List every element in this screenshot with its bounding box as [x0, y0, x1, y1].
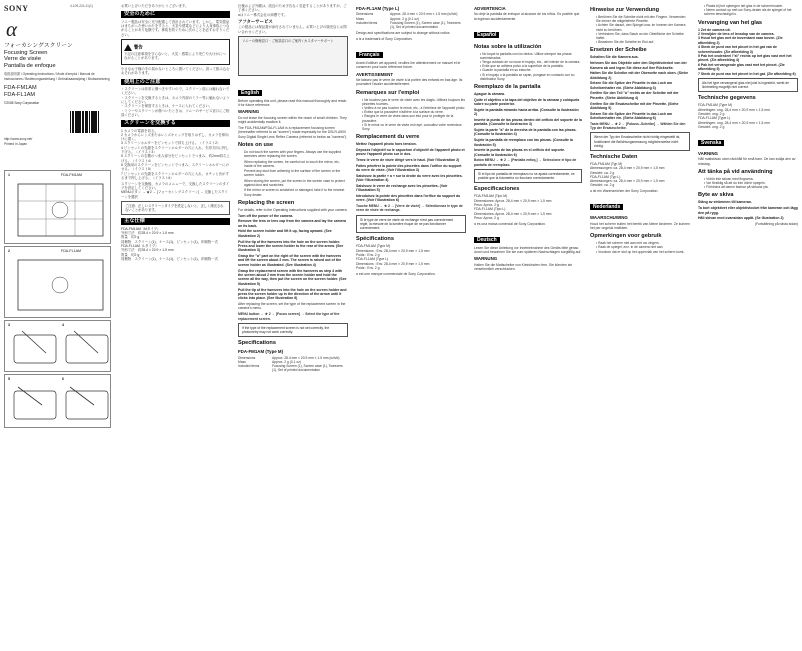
de-spec-heading: Technische Daten: [590, 153, 638, 160]
spec-key: Included items: [356, 20, 378, 25]
fr-replace-heading: Remplacement du verre: [356, 134, 420, 141]
ja-menu-text: スクリーンを交換後、カメラのメニューで、交換したスクリーンのタイプを設定してください。 MENUボタン → ★2 → [フォーカシングスクリーン] → 交換したスクリーンを選択: [121, 181, 230, 199]
es-adv-heading: ADVERTENCIA: [474, 6, 506, 11]
spec-key: Dimensions: [238, 355, 256, 360]
ja-trademark: 仕様および外観は、改良のため予告なく変更することがありますが、ご了承ください。 αはソニー株式会社の商標です。: [238, 4, 347, 17]
de-menu-path: Taste MENU → ★ 2 → [Fokuss.-Scheibe] → Wählen Sie den Typ der Ersatzscheibe.: [590, 121, 686, 131]
en-warning-text: Do not leave the focusing screen within the reach of small children. They might accidentally swallow it.: [238, 115, 347, 125]
english-column: [234, 0, 352, 651]
title-es: Pantalla de enfoque: [4, 62, 56, 69]
nl-warn-text: Houd het scherm buiten het bereik van kleine kinderen. Ze kunnen het per ongeluk inslikken.: [590, 221, 690, 230]
ja-intro: お買い上げいただきありがとうございます。: [121, 4, 189, 8]
en-spec-m-row-3: [238, 364, 348, 372]
part-number: 4-109-224-11(1): [70, 4, 93, 8]
spec-value: Approx. 2 g (0.1 oz): [272, 359, 301, 364]
de-step-5: Greifen Sie den Teil "a" rechts an der Scheibe mit der Pinzette. (Siehe Abbildung 4): [590, 91, 679, 100]
en-spec-l-row-3: [356, 21, 466, 29]
en-design-note: Design and specifications are subject to change without notice.: [356, 31, 451, 36]
fr-step-5: Saisissez la partie « a » sur la droite du verre avec les pincettes. (Voir l'illustration 4): [356, 173, 463, 183]
de-step-4: Setzen Sie die Spitze der Pinzette in das Loch am Scheibenhalter ein. (Siehe Abbildung 3): [590, 81, 673, 90]
ja-warning-text: 下記の注意事項を守らないと、火災・感電により死亡や大けがにつながることがあります。: [124, 51, 226, 61]
printed-in: Printed in Japan: [4, 141, 28, 146]
figure-fm1am: [4, 170, 111, 244]
es-step-4: Inserte la punta de las pinzas dentro del orificio del soporte de la pantalla. (Consulte la ilustración 3): [474, 117, 582, 127]
title-ja: フォーカシングスクリーン: [4, 43, 73, 49]
fr-step-3: Tenez le verre de visée dirigé vers le haut. (Voir l'illustration 2): [356, 158, 460, 163]
ja-heading-notes: 使用上のご注意: [121, 79, 230, 85]
es-step-5: Sujete la parte "a" de la derecha de la pantalla con las pinzas. (Consulte la ilustración 4): [474, 128, 577, 137]
sony-url: http://www.sony.net/: [4, 137, 33, 142]
ja-heading-spec: 主な仕様: [121, 218, 230, 224]
fr-step-1: Mettez l'appareil photo hors tension.: [356, 142, 417, 147]
figure-number-1: 1: [8, 172, 10, 177]
nl-notes-heading: Opmerkingen voor gebruik: [590, 233, 662, 240]
fr-notes-text: • Ne touchez pas le verre de visée avec les doigts. Utilisez toujours les pincettes fournies. • Veillez à ne pas toucher le miroir, etc., à l'intérieur de l'appareil photo. • Évitez que la poussière n'adhère à la surface du verre. • Rangez le verre de visée dans son étui pour le protéger de la poussière. • Si le miroir ou le verre de visée est rayé, consultez votre revendeur Sony.: [362, 97, 466, 132]
en-note-3: Prevent any dust from adhering to the surface of the screen or the screen holder.: [244, 169, 341, 178]
en-note-box: If the type of the replacement screen is not set correctly, the photometry may not work correctly.: [238, 323, 348, 337]
en-step-6: Grasp the replacement screen with the tweezers as step 4 with the screen about 2 mm from the screen holder and hold the screen all the way, then put the screen on the screen holder. (See illustration 5): [238, 268, 347, 286]
french-column: [352, 0, 470, 651]
figure-number-5: 5: [8, 376, 10, 381]
sv-footer: (Fortsättning på nästa sidan): [754, 221, 798, 226]
ja-heading-replace: スクリーンを交換する: [121, 120, 230, 126]
ja-service-text: この製品には保証書が添付されていません。お買い上げの販売店にお問い合わせください。: [238, 25, 347, 34]
es-replace-heading: Reemplazo de la pantalla: [474, 84, 541, 91]
fr-step-7: Introduisez la pointe des pincettes dans l'orifice du support du verre. (Voir l'illustration 6): [356, 194, 461, 203]
de-lang-tab: Deutsch: [474, 237, 500, 243]
es-spec-text: FDA-FM1AM (Tipo M) Dimensiones: Aprox. 28,4 mm × 20,9 mm × 1,5 mm Peso: Aprox. 2 g FDA-FL1AM (Tipo L) Dimensiones: Aprox. 28,4 mm × 20,9 mm × 1,5 mm Peso: Aprox. 2 g: [474, 194, 552, 220]
es-trademark: α es una marca comercial de Sony Corporation.: [474, 221, 546, 226]
screen-grid-illustration: [8, 180, 113, 240]
de-step-1: Schalten Sie die Kamera aus.: [590, 55, 639, 60]
figure-label-fm1am: FDA-FM1AM: [61, 172, 82, 177]
spec-value: Approx. 2 g (0.1 oz): [390, 16, 419, 21]
figure-number-2: 2: [8, 248, 10, 253]
spanish-column: [470, 0, 586, 651]
de-step-7: Setzen Sie die Spitze der Pinzette in das Loch am Scheibenhalter ein. (Siehe Abbildung 6): [590, 111, 673, 121]
nl-lang-tab: Nederlands: [590, 204, 623, 210]
de-warn-heading: WARNUNG: [474, 256, 498, 262]
de-intro: Lesen Sie diese Anleitung vor Inbetriebnahme des Geräts bitte genau durch und bewahren Sie sie zum späteren Nachschlagen sorgfältig auf.: [474, 245, 582, 254]
fr-trademark: α est une marque commerciale de Sony Corporation.: [356, 271, 436, 276]
screen-plain-illustration: [8, 256, 113, 314]
fr-note-box: Si le type de verre de visée de rechange n'est pas correctement réglé, la mesure de la lumière risque de ne pas fonctionner correctement.: [356, 215, 466, 234]
sv-step-2: Ta bort objektivet eller objektivlocket från kameran och lägg den på rygg.: [698, 206, 798, 215]
sv-step-3: Håll skivan med ovansidan uppåt. (Se illustration 2): [698, 216, 784, 221]
model-2: FDA-FL1AM: [4, 91, 36, 98]
title-fr: Verre de visée: [4, 56, 42, 63]
ja-after-service: アフターサービス: [238, 18, 273, 24]
model-1: FDA-FM1AM: [4, 84, 37, 91]
ja-filler: ソニー製品は安全に充分配慮して設計されています。しかし、電気製品はまちがった使いかたをすると、火災や感電などにより人身事故につながることがあり危険です。事故を防ぐために次のことを必ずお守りください。: [121, 19, 230, 37]
en-step-2: Remove the lens or lens cap from the camera and lay the camera on its back.: [238, 219, 346, 228]
nl-notes-cont: • Plaats bij het opbergen het glas in de schermhouder. • Neem contact op met uw Sony-dealer als de spiegel of het scherm beschadigd is.: [704, 4, 792, 17]
es-adv-text: No deje la pantalla de enfoque al alcance de los niños. Es posible que la ingieran accidentalmente.: [474, 12, 580, 21]
ja-warning-heading: 警告: [134, 44, 143, 50]
fr-intro: Avant d'utiliser cet appareil, veuillez lire attentivement ce manuel et le conserver pour toute référence future.: [356, 61, 461, 70]
en-notes-heading: Notes on use: [238, 141, 274, 148]
ja-filler-2: 小さなお子様の手の届かないところに置いてください。誤って飲み込むおそれがあります。: [121, 67, 230, 76]
es-step-7: Inserte la punta de las pinzas en el orificio del soporte. (Consulte la ilustración 6): [474, 148, 566, 157]
de-step-3: Halten Sie die Scheibe mit der Oberseite nach oben. (Siehe Abbildung 2): [590, 71, 689, 80]
de-trademark: α ist ein Warenzeichen der Sony Corporation.: [590, 189, 659, 194]
en-note-2: When replacing the screen, be careful not to touch the mirror, etc. inside of the camera.: [244, 159, 340, 168]
es-menu-path: Botón MENU → ★ 2 → [Pantalla enfoq.] → Seleccione el tipo de pantalla de reemplazo.: [474, 158, 577, 167]
en-spec-l-heading: FDA-FL1AM (Type L): [356, 6, 400, 11]
en-note-1: Do not touch the screen with your fingers. Always use the supplied tweezers when replacing the screen.: [244, 149, 341, 159]
fr-lang-tab: Français: [356, 52, 383, 58]
de-note-box: Wenn der Typ der Ersatzscheibe nicht richtig eingestellt ist, funktioniert die Belichtungsmessung möglicherweise nicht richtig.: [590, 132, 690, 151]
es-step-2: Quite el objetivo o la tapa del objetivo de la cámara y colóquela sobre su parte posterior.: [474, 97, 580, 107]
en-replace-intro: For details, refer to the Operating Instructions supplied with your camera.: [238, 207, 348, 212]
figure-steps-3-4: [4, 320, 111, 372]
sv-lang-tab: Svenska: [698, 140, 724, 146]
es-note-box: Si el tipo de pantalla de reemplazo no se ajusta correctamente, es posible que la fotometría no funcione correctamente.: [474, 169, 582, 183]
cover-column: [0, 0, 115, 651]
figure-number-4: 4: [62, 322, 64, 327]
nl-spec-heading: Technische gegevens: [698, 95, 756, 102]
ja-notes-text: ・スクリーンは非常に傷つきやすいので、スクリーン面には触れないでください。 ・スクリーンを交換するときは、カメラ内部のミラー等に触れないようにしてください。 ・スクリーンを保管するときは、ケースに入れてください。 ・ミラーやスクリーンが傷ついたときは、ソニーのサービス窓口にご相談ください。: [121, 87, 230, 117]
figure-number-6: 6: [62, 376, 64, 381]
nl-steps-text: 1 Zet de camera uit. 2 Verwijder de lens of lensdop van de camera. 3 Houd het glas met de bovenkant naar boven. (Zie afbeelding 2) 4 Steek de punt van het pincet in het gat van de schermhouder. (Zie afbeelding 3) 5 Pak het onderdeel \"a\" rechts op het glas vast met het pincet. (Zie afbeelding 4) 6 Pak het vervangende glas vast met het pincet. (Zie afbeelding 5) 7 Steek de punt van het pincet in het gat. (Zie afbeelding 6): [698, 27, 796, 76]
sv-replace-heading: Byte av skiva: [698, 192, 734, 199]
figure-number-3: 3: [8, 322, 10, 327]
en-note-4: When storing the screen, put the screen in the screen case to protect against dust and scratches.: [244, 178, 345, 187]
en-intro: Before operating this unit, please read this manual thoroughly and retain it for future reference.: [238, 98, 347, 108]
es-step-3: Sujete la pantalla mirando hacia arriba. (Consulte la ilustración 2): [474, 107, 579, 117]
ja-warning-box: [121, 39, 230, 65]
en-note-5: If the mirror or screen is scratched or damaged, take it to the nearest Sony dealer.: [244, 188, 345, 197]
nl-notes-text: • Raak het scherm niet aan met uw vingers. • Raak de spiegel, enz. in de camera niet aan. • Voorkom dat er stof op het oppervlak van het scherm komt.: [596, 241, 685, 254]
spec-value: Approx. 28.4 mm × 20.9 mm × 1.5 mm (w/h/d): [272, 355, 340, 360]
de-warn-text: Halten Sie die Mattscheibe von Kleinkindern fern. Sie könnten sie versehentlich verschlucken.: [474, 262, 573, 271]
fr-avert-text: Ne laissez pas le verre de visée à la portée des enfants en bas âge. Ils pourraient l'avaler accidentellement.: [356, 78, 463, 87]
en-menu-path: MENU button → ★ 2 → [Focus screen] → Select the type of the replacement screen.: [238, 312, 340, 321]
warning-icon: [124, 44, 132, 51]
sv-warn-heading: VARNING: [698, 150, 718, 156]
en-step-3: Hold the screen holder and lift it up, facing upward. (See illustration 2): [238, 229, 332, 238]
fr-spec-text: FDA-FM1AM (Type M) Dimensions : Env. 28,4 mm × 20,9 mm × 1,5 mm Poids : Env. 2 g FDA-FL1AM (Type L) Dimensions : Env. 28,4 mm × 20,9 mm × 1,5 mm Poids : Env. 2 g: [356, 244, 430, 270]
fr-step-2: Déposez l'objectif ou le capuchon d'objectif de l'appareil photo et posez l'appareil photo sur le dos.: [356, 147, 465, 157]
es-notes-text: • No toque la pantalla con los dedos. Utilice siempre las pinzas suministradas. • Tenga cuidado de no tocar el espejo, etc., del interior de la cámara. • Evite que se adhiera polvo a la superficie de la pantalla. • Guarde la pantalla en su estuche. • Si el espejo o la pantalla se rayan, póngase en contacto con su distribuidor Sony.: [480, 51, 581, 81]
en-step-7: Pull the tip of the tweezers into the hole on the screen holder and press the screen holder up in the direction of the arrow until it clicks into place. (See illustration 6): [238, 287, 347, 301]
fr-step-4: Faites pénétrer la pointe des pincettes dans l'orifice du support du verre de visée. (Voir l'illustration 3): [356, 163, 462, 173]
es-spec-heading: Especificaciones: [474, 186, 520, 193]
en-warning-heading: WARNING: [238, 109, 260, 115]
nl-note-box: Als het type vervangend glas niet juist is ingesteld, werkt de lichtmeting mogelijk niet correct.: [698, 78, 798, 92]
sv-notes-text: • Vidrör inte skivan med fingrarna. • Var försiktig så att du inte vidrör spegeln. • Förhindra att damm fastnar på skivans yta.: [704, 176, 769, 190]
ja-note-box: ご注意：正しいスクリーンタイプを設定しないと、正しく測光されないことがあります。: [121, 201, 230, 215]
de-notes-text: • Berühren Sie die Scheibe nicht mit den Fingern. Verwenden Sie immer die mitgelieferte Pinzette. • Achten Sie darauf, den Spiegel usw. im Inneren der Kamera nicht zu berühren. • Verhindern Sie, dass Staub an der Oberfläche der Scheibe haftet. • Bewahren Sie die Scheibe im Etui auf.: [596, 15, 686, 45]
de-step-6: Greifen Sie die Ersatzscheibe mit der Pinzette. (Siehe Abbildung 5): [590, 101, 679, 110]
german-column: [586, 0, 694, 651]
de-replace-heading: Ersetzen der Scheibe: [590, 47, 647, 54]
en-lang-tab: English: [238, 90, 262, 96]
fr-step-6: Saisissez le verre de rechange avec les pincettes. (Voir l'illustration 5): [356, 183, 448, 193]
ja-heading-safety: 安全のために: [121, 11, 230, 17]
fr-notes-heading: Remarques sur l'emploi: [356, 89, 420, 96]
title-en: Focusing Screen: [4, 49, 48, 56]
spec-value: Focusing Screen (1), Screen case (1), Tweezers (1), Set of printed documentation: [390, 20, 461, 30]
en-compat-text: The FDA-FM1AM/FDA-FL1AM is a replacement focusing screen (hereinafter referred to as "screen") made especially for the DSLR-A900 Sony Digital Single Lens Reflex Camera (referred to below as "camera").: [238, 126, 348, 139]
en-spec-m-heading: FDA-FM1AM (Type M): [238, 349, 284, 355]
nl-replace-heading: Vervanging van het glas: [698, 19, 763, 26]
ja-replace-text: 1 カメラの電源を切る。 2 カメラからレンズまたはレンズキャップを取りはずし、カメラを仰向けに置く。 3 スクリーンホルダーをピンセットで持ち上げる。（イラスト2） 4 ピンセットの先端をスクリーンホルダーの穴に入れ、矢印方向に押し下げる。（イラスト3） 5 スクリーンの右側のつまみ部分をピンセットでつまみ、約2mm持ち上げる。（イラスト4） 6 交換用のスクリーンをピンセットでつまみ、スクリーンホルダーにのせる。（イラスト5） 7 ピンセットの先端をスクリーンホルダーの穴に入れ、カチッと音がするまで押し上げる。（イラスト6）: [121, 128, 230, 180]
es-lang-tab: Español: [474, 32, 499, 38]
es-step-6: Sujete la pantalla de reemplazo con las pinzas. (Consulte la ilustración 5): [474, 138, 573, 147]
screen-insert-illustration: [8, 383, 113, 425]
figure-label-fl1am: FDA-FL1AM: [61, 248, 81, 253]
sv-notes-heading: Att tänka på vid användning: [698, 168, 773, 175]
en-replace-heading: Replacing the screen: [238, 199, 295, 206]
spec-key: Dimensions: [356, 12, 374, 17]
nl-spec-text: FDA-FM1AM (Type M) Afmetingen: ong. 28,4 mm × 20,9 mm × 1,5 mm Gewicht: ong. 2 g FDA-FL1AM (Type L) Afmetingen: ong. 28,4 mm × 20,9 mm × 1,5 mm Gewicht: ong. 2 g: [698, 103, 770, 129]
ja-spec-text: FDA-FM1AM（Mタイプ） 外形寸法 約28.4 × 20.9 × 1.5 mm 質量 約2 g 同梱物 スクリーン(1)、ケース(1)、ピンセット(1)、印刷物一式 FDA-FL1AM（Lタイプ） 外形寸法 約28.4 × 20.9 × 1.5 mm 質量 約2 g 同梱物 スクリーン(1)、ケース(1)、ピンセット(1)、印刷物一式: [121, 226, 218, 261]
spec-key: Mass: [356, 16, 364, 21]
sv-step-1: Stäng av strömmen till kameran.: [698, 200, 752, 205]
doc-list: 取扱説明書 / Operating Instructions / Mode d'emploi / Manual de instrucciones / Bedienungsanleitung / Gebruiksaanwijzing / Bruksanvisning: [4, 72, 110, 81]
barcode-icon: [70, 111, 106, 133]
camera-tweezers-illustration: [8, 329, 113, 369]
nl-warn-heading: WAARSCHUWING: [590, 215, 628, 221]
spec-key: Mass: [238, 359, 246, 364]
en-after-text: After replacing the screen, set the type of the replacement screen in the camera's menu.: [238, 302, 346, 311]
sony-logo: SONY: [4, 4, 29, 13]
dutch-swedish-column: [694, 0, 802, 651]
en-step-4: Pull the tip of the tweezers into the hole on the screen holder. Press and lower the screen holder to the rear of the arrow. (See illustration 3): [238, 239, 344, 253]
en-step-5: Grasp the "a" part on the right of the screen with the tweezers and lift the screen about 2 mm. The screen is raised out of the screen holder as illustrated. (See illustration 4): [238, 254, 342, 267]
sv-warn-text: Håll mattskivan utom räckhåll för små barn. De kan svälja den av misstag.: [698, 157, 796, 166]
fr-spec-heading: Spécifications: [356, 236, 394, 243]
de-step-2: Nehmen Sie das Objektiv oder den Objektivdeckel von der Kamera ab und legen Sie diese auf ihre Rückseite.: [590, 61, 687, 70]
figure-steps-5-6: [4, 374, 111, 428]
spec-key: Included items: [238, 364, 260, 369]
de-notes-heading: Hinweise zur Verwendung: [590, 7, 660, 13]
spec-value: Approx. 28.4 mm × 20.9 mm × 1.5 mm (w/h/d): [390, 12, 458, 17]
alpha-logo-icon: α: [6, 17, 18, 41]
en-trademark: α is a trademark of Sony Corporation.: [356, 37, 413, 42]
es-notes-heading: Notas sobre la utilización: [474, 43, 542, 50]
de-spec-text: FDA-FM1AM (Typ M) Abmessungen: ca. 28,4 mm × 20,9 mm × 1,5 mm Gewicht: ca. 2 g FDA-FL1AM (Typ L) Abmessungen: ca. 28,4 mm × 20,9 mm × 1,5 mm Gewicht: ca. 2 g: [590, 161, 665, 188]
figure-fl1am: [4, 246, 111, 318]
fr-avert-heading: AVERTISSEMENT: [356, 71, 393, 77]
japanese-column: [117, 0, 234, 651]
fr-menu-path: Touche MENU → ★ 2 → [Verre de visée] → Sélectionnez le type de verre de visée de rechange.: [356, 204, 463, 213]
en-step-1: Turn off the power of the camera.: [238, 213, 294, 218]
service-info-box: ソニーの修理窓口・ご相談窓口のご案内 / カスタマーサポート: [238, 36, 348, 76]
spec-value: Focusing Screen (1), Screen case (1), Tweezers (1), Set of printed documentation: [272, 364, 343, 373]
es-step-1: Apague la cámara.: [474, 92, 505, 97]
en-spec-heading: Specifications: [238, 340, 276, 347]
copyright: ©2008 Sony Corporation: [4, 101, 40, 106]
